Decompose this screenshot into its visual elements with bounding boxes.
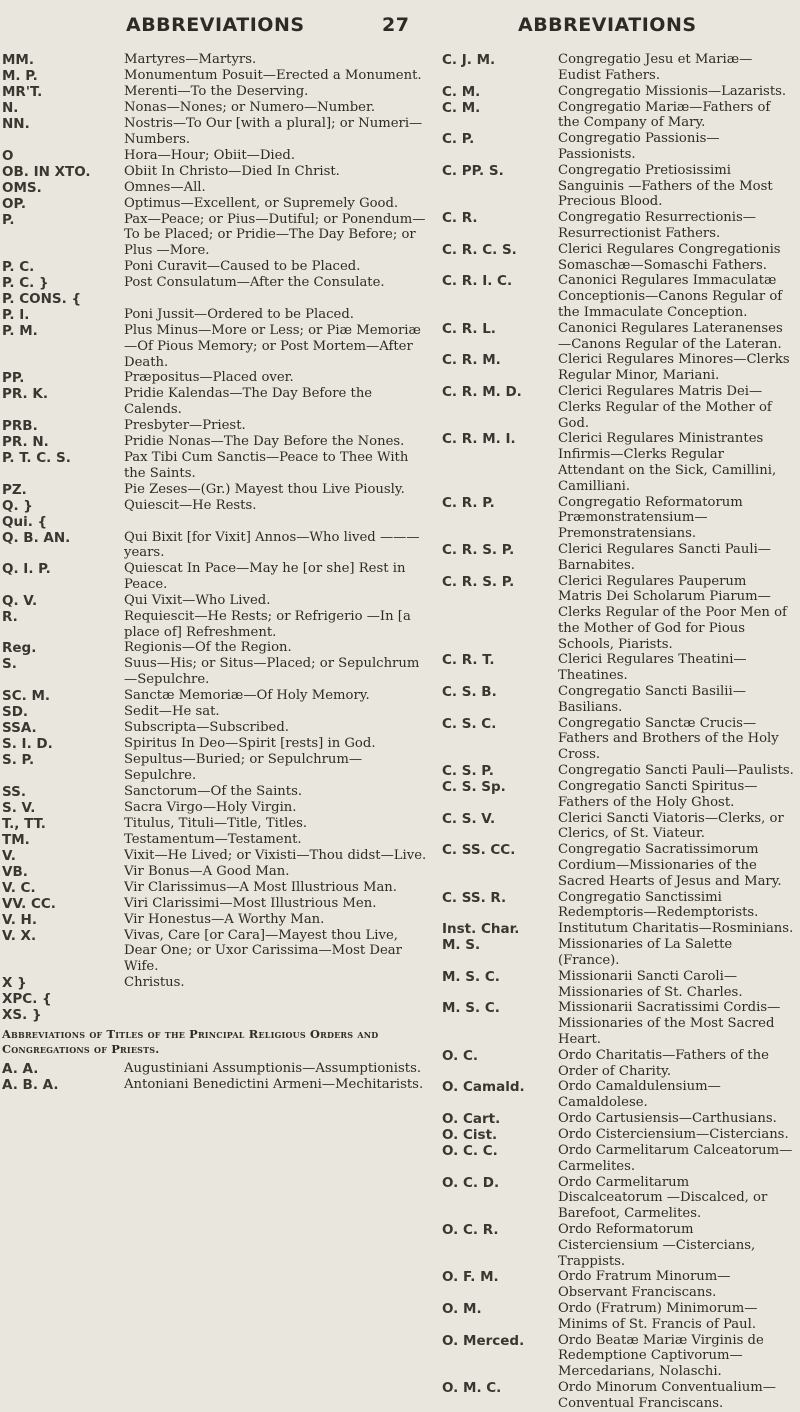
abbreviation-term: VV. CC. [2, 895, 56, 912]
abbreviation-term: PR. K. [2, 386, 48, 403]
abbreviation-term: NN. [2, 116, 30, 132]
abbreviation-entry [0, 498, 440, 530]
abbreviation-entry [0, 880, 440, 896]
abbreviation-term: PRB. [2, 417, 38, 434]
abbreviation-definition: Congregatio Missionis—Lazarists. [558, 83, 787, 99]
abbreviation-term: C. R. [442, 210, 478, 227]
abbreviation-entry [0, 116, 440, 148]
abbreviation-definition: Congregatio Sanctissimi Redemptoris—Redemptorists. [558, 889, 759, 921]
abbreviation-entry [440, 716, 800, 763]
abbreviation-term: OP. [2, 195, 27, 212]
abbreviation-entry [440, 969, 800, 1001]
abbreviation-definition: Missionaries of La Salette (France). [558, 937, 733, 969]
abbreviation-term: A. A. [2, 1060, 39, 1077]
abbreviation-term: V. [2, 847, 16, 864]
abbreviation-definition: Ordo Charitatis—Fathers of the Order of Charity. [558, 1047, 769, 1079]
abbreviation-term: C. R. S. P. [442, 573, 515, 590]
abbreviation-definition: Ordo Camaldulensium—Camaldolese. [558, 1079, 721, 1111]
abbreviation-term: C. R. I. C. [442, 273, 513, 290]
abbreviation-entry [0, 482, 440, 498]
abbreviation-term: O. M. [442, 1300, 482, 1317]
abbreviation-entry [0, 800, 440, 816]
abbreviation-definition: Sanctorum—Of the Saints. [124, 783, 303, 799]
abbreviation-term: T., TT. [2, 815, 46, 832]
abbreviation-definition: Requiescit—He Rests; or Refrigerio —In [a place of] Refreshment. [124, 608, 411, 640]
abbreviation-entry [440, 1127, 800, 1143]
abbreviation-entry [0, 259, 440, 275]
abbreviation-definition: Antoniani Benedictini Armeni—Mechitarists. [124, 1076, 424, 1092]
abbreviation-entry [440, 384, 800, 431]
abbreviation-entry [0, 593, 440, 609]
abbreviation-definition: Congregatio Sancti Basilii—Basilians. [558, 684, 746, 715]
abbreviation-term: TM. [2, 831, 30, 848]
abbreviation-entry [440, 1380, 800, 1412]
abbreviation-entry [0, 832, 440, 848]
abbreviation-term: C. R. S. P. [442, 541, 515, 558]
abbreviation-entry [0, 148, 440, 164]
abbreviation-definition: Vixit—He Lived; or Vixisti—Thou didst—Live. [124, 847, 427, 863]
abbreviation-entry [0, 784, 440, 800]
abbreviation-definition: Clerici Regulares Theatini—Theatines. [558, 652, 747, 684]
abbreviation-entry [0, 640, 440, 656]
abbreviation-term: V. X. [2, 927, 37, 944]
abbreviation-term: P. T. C. S. [2, 449, 71, 466]
abbreviation-term: C. SS. R. [442, 889, 507, 906]
abbreviation-term: A. B. A. [2, 1076, 59, 1093]
abbreviation-definition: Christus. [124, 974, 185, 990]
abbreviation-entry [440, 842, 800, 889]
abbreviation-term: C. R. T. [442, 652, 495, 669]
abbreviation-term: S. [2, 656, 17, 673]
abbreviation-entry [0, 275, 440, 307]
abbreviation-entry [0, 656, 440, 688]
abbreviation-term: VB. [2, 863, 28, 880]
abbreviation-entry [440, 937, 800, 969]
abbreviation-term: C. R. M. [442, 352, 501, 369]
right-column [440, 52, 800, 1412]
abbreviation-entry [440, 242, 800, 274]
abbreviation-entry [440, 210, 800, 242]
abbreviation-term: SSA. [2, 719, 37, 736]
abbreviation-definition: Clerici Regulares Sancti Pauli—Barnabites. [558, 541, 771, 573]
abbreviation-definition: Ordo Cartusiensis—Carthusians. [558, 1111, 777, 1126]
abbreviation-term: PP. [2, 370, 25, 387]
abbreviation-term: OB. IN XTO. [2, 163, 91, 180]
abbreviation-definition: Ordo Reformatorum Cisterciensium —Cistercians, Trappists. [558, 1221, 756, 1269]
abbreviation-entry [440, 779, 800, 811]
abbreviation-entry [0, 609, 440, 641]
abbreviation-term: C. R. L. [442, 320, 496, 337]
abbreviation-definition: Plus Minus—More or Less; or Piæ Memoriæ—Of Pious Memory; or Post Mortem—After Death. [124, 322, 421, 370]
abbreviation-definition: Ordo Carmelitarum Discalceatorum —Discalced, or Barefoot, Carmelites. [558, 1174, 768, 1222]
abbreviation-definition: Congregatio Jesu et Mariæ—Eudist Fathers. [558, 52, 753, 83]
abbreviation-term: O. M. C. [442, 1379, 502, 1396]
abbreviation-term: C. R. M. I. [442, 431, 516, 448]
abbreviation-definition: Vir Clarissimus—A Most Illustrious Man. [124, 879, 397, 895]
abbreviation-definition: Congregatio Reformatorum Præmonstratensium—Premonstratensians. [558, 494, 743, 542]
abbreviation-definition: Suus—His; or Situs—Placed; or Sepulchrum—Sepulchre. [124, 656, 420, 688]
abbreviation-term: V. C. [2, 879, 36, 896]
abbreviation-entry [0, 100, 440, 116]
abbreviation-entry [0, 530, 440, 562]
right-running-head: ABBREVIATIONS [518, 14, 697, 36]
abbreviation-definition: Poni Curavit—Caused to be Placed. [124, 258, 361, 274]
abbreviation-term: SS. [2, 783, 26, 800]
abbreviation-term: C. R. P. [442, 494, 495, 511]
abbreviation-definition: Pax Tibi Cum Sanctis—Peace to Thee With the Saints. [124, 449, 409, 481]
abbreviation-term: P. C. [2, 258, 35, 275]
abbreviation-definition: Congregatio Resurrectionis—Resurrectionist Fathers. [558, 210, 756, 241]
abbreviation-definition: Optimus—Excellent, or Supremely Good. [124, 195, 399, 211]
abbreviation-definition: Monumentum Posuit—Erected a Monument. [124, 68, 422, 83]
abbreviation-definition: Vir Bonus—A Good Man. [124, 863, 290, 879]
abbreviation-definition: Ordo Beatæ Mariæ Virginis de Redemptione Captivorum—Mercedarians, Nolaschi. [558, 1332, 764, 1380]
abbreviation-term: Reg. [2, 640, 37, 657]
abbreviation-definition: Præpositus—Placed over. [124, 370, 294, 386]
abbreviation-term: M. S. C. [442, 968, 500, 985]
abbreviation-term: PR. N. [2, 433, 49, 450]
abbreviation-entry [440, 352, 800, 384]
abbreviation-entry [0, 736, 440, 752]
abbreviation-definition: Institutum Charitatis—Rosminians. [558, 921, 794, 937]
abbreviation-entry [0, 864, 440, 880]
abbreviation-definition: Hora—Hour; Obiit—Died. [124, 147, 296, 163]
abbreviation-term: C. P. [442, 131, 475, 148]
abbreviation-definition: Sepultus—Buried; or Sepulchrum—Sepulchre. [124, 751, 363, 783]
abbreviation-entry [0, 68, 440, 84]
abbreviation-definition: Martyres—Martyrs. [124, 52, 257, 67]
abbreviation-definition: Ordo Cisterciensium—Cistercians. [558, 1127, 789, 1142]
abbreviation-term: C. R. C. S. [442, 241, 517, 258]
section-heading: Abbreviations of Titles of the Principal Religious Orders and Congregations of Priests. [2, 1026, 379, 1056]
abbreviation-term: O. Cist. [442, 1127, 498, 1143]
abbreviation-entry [0, 84, 440, 100]
abbreviation-term: C. M. [442, 99, 481, 116]
abbreviation-entry [0, 212, 440, 259]
abbreviation-entry [440, 652, 800, 684]
abbreviation-entry [440, 921, 800, 937]
abbreviation-definition: Post Consulatum—After the Consulate. [124, 274, 385, 290]
abbreviation-term: V. H. [2, 911, 37, 928]
abbreviation-entry [0, 848, 440, 864]
abbreviation-definition: Canonici Regulares Lateranenses—Canons Regular of the Lateran. [558, 320, 783, 352]
abbreviation-entry [0, 688, 440, 704]
abbreviation-term: M. P. [2, 68, 38, 84]
abbreviation-definition: Clerici Regulares Pauperum Matris Dei Scholarum Piarum—Clerks Regular of the Poor Men of the Mother of God for Pious Schools, Piarists. [558, 573, 787, 652]
abbreviation-definition: Vivas, Care [or Cara]—Mayest thou Live, Dear One; or Uxor Carissima—Most Dear Wife. [124, 927, 402, 975]
abbreviation-entry [440, 163, 800, 210]
abbreviation-term: C. PP. S. [442, 162, 504, 179]
abbreviation-entry [440, 1000, 800, 1047]
abbreviation-definition: Poni Jussit—Ordered to be Placed. [124, 306, 354, 322]
abbreviation-definition: Spiritus In Deo—Spirit [rests] in God. [124, 735, 376, 751]
abbreviation-entry [440, 1079, 800, 1111]
page-number: 27 [382, 14, 410, 36]
abbreviation-entry [440, 131, 800, 163]
abbreviation-term: C. S. P. [442, 763, 494, 780]
abbreviation-entry [0, 52, 440, 68]
abbreviation-definition: Quiescit—He Rests. [124, 497, 257, 513]
abbreviation-entry [0, 180, 440, 196]
abbreviation-entry [0, 928, 440, 975]
abbreviation-entry [440, 1143, 800, 1175]
abbreviation-definition: Ordo Minorum Conventualium—Conventual Franciscans. [558, 1379, 776, 1411]
abbreviation-term: X } XPC. { XS. } [2, 974, 52, 1023]
abbreviation-term: P. I. [2, 306, 30, 323]
abbreviation-term: O. Merced. [442, 1332, 525, 1349]
abbreviation-definition: Regionis—Of the Region. [124, 640, 292, 656]
abbreviation-term: Inst. Char. [442, 921, 520, 938]
abbreviation-entry [440, 100, 800, 132]
abbreviation-term: Q. B. AN. [2, 529, 71, 546]
abbreviation-term: R. [2, 608, 18, 625]
abbreviation-entry [440, 1301, 800, 1333]
abbreviation-entry [440, 763, 800, 779]
abbreviation-entry [440, 1269, 800, 1301]
abbreviation-term: C. S. B. [442, 684, 497, 701]
abbreviation-term: S. V. [2, 799, 36, 816]
abbreviation-entry [440, 495, 800, 542]
abbreviation-term: O. F. M. [442, 1269, 499, 1286]
abbreviation-entry [440, 52, 800, 84]
abbreviation-definition: Clerici Sancti Viatoris—Clerks, or Clerics, of St. Viateur. [558, 810, 784, 842]
abbreviation-entry [440, 273, 800, 320]
abbreviation-term: O. C. R. [442, 1221, 499, 1238]
abbreviation-definition: Subscripta—Subscribed. [124, 719, 289, 735]
abbreviation-entry [0, 370, 440, 386]
abbreviation-entry [0, 164, 440, 180]
abbreviation-definition: Qui Vixit—Who Lived. [124, 592, 271, 608]
abbreviation-definition: Pridie Nonas—The Day Before the Nones. [124, 433, 405, 449]
abbreviation-term: N. [2, 100, 19, 116]
abbreviation-term: PZ. [2, 481, 27, 498]
abbreviation-entry [0, 434, 440, 450]
abbreviation-entry [0, 418, 440, 434]
abbreviation-definition: Presbyter—Priest. [124, 417, 246, 433]
abbreviation-term: O. C. C. [442, 1143, 498, 1159]
abbreviation-term: S. P. [2, 751, 35, 768]
abbreviation-entry [440, 684, 800, 716]
abbreviation-entry [0, 386, 440, 418]
abbreviation-term: C. J. M. [442, 52, 496, 68]
abbreviation-entry [0, 561, 440, 593]
abbreviation-entry [0, 450, 440, 482]
abbreviation-term: C. S. Sp. [442, 779, 506, 796]
abbreviation-term: O. Cart. [442, 1111, 501, 1127]
abbreviation-entry [440, 1111, 800, 1127]
abbreviation-definition: Obiit In Christo—Died In Christ. [124, 163, 340, 179]
abbreviation-entry [0, 1061, 440, 1077]
abbreviation-term: Q. I. P. [2, 561, 51, 578]
abbreviation-definition: Clerici Regulares Matris Dei—Clerks Regular of the Mother of God. [558, 383, 772, 431]
abbreviation-term: OMS. [2, 179, 42, 196]
abbreviation-entry [440, 1175, 800, 1222]
abbreviation-definition: Nostris—To Our [with a plural]; or Numeri—Numbers. [124, 116, 423, 147]
abbreviation-entry [440, 890, 800, 922]
abbreviation-definition: Congregatio Passionis—Passionists. [558, 131, 720, 162]
abbreviation-definition: Ordo Carmelitarum Calceatorum—Carmelites. [558, 1143, 793, 1174]
abbreviation-definition: Congregatio Sancti Spiritus—Fathers of the Holy Ghost. [558, 779, 758, 810]
abbreviation-term: C. R. M. D. [442, 383, 522, 400]
abbreviation-term: M. S. C. [442, 1000, 500, 1017]
abbreviation-definition: Clerici Regulares Minores—Clerks Regular Minor, Mariani. [558, 352, 790, 384]
abbreviation-definition: Vir Honestus—A Worthy Man. [124, 911, 325, 927]
abbreviation-term: C. SS. CC. [442, 842, 516, 859]
abbreviation-term: SD. [2, 703, 29, 720]
abbreviation-term: O [2, 147, 14, 164]
abbreviation-definition: Canonici Regulares Immaculatæ Conceptionis—Canons Regular of the Immaculate Conception. [558, 273, 783, 320]
abbreviation-entry [0, 975, 440, 1023]
abbreviation-entry [440, 84, 800, 100]
abbreviation-definition: Congregatio Pretiosissimi Sanguinis —Fathers of the Most Precious Blood. [558, 162, 773, 210]
abbreviation-definition: Omnes—All. [124, 179, 206, 195]
abbreviation-definition: Pridie Kalendas—The Day Before the Calends. [124, 386, 373, 418]
abbreviation-definition: Ordo (Fratrum) Minimorum—Minims of St. Francis of Paul. [558, 1300, 758, 1332]
abbreviation-term: MM. [2, 52, 34, 68]
abbreviation-definition: Missionarii Sacratissimi Cordis—Missionaries of the Most Sacred Heart. [558, 1000, 781, 1048]
abbreviation-definition: Testamentum—Testament. [124, 831, 302, 847]
abbreviation-entry [440, 1222, 800, 1269]
abbreviation-term: MR'T. [2, 84, 43, 100]
abbreviation-definition: Clerici Regulares Ministrantes Infirmis—Clerks Regular Attendant on the Sick, Camillini, Camilliani. [558, 431, 777, 494]
abbreviation-term: P. [2, 211, 15, 228]
abbreviation-entry [440, 321, 800, 353]
abbreviation-entry [0, 196, 440, 212]
abbreviation-term: O. Camald. [442, 1079, 525, 1096]
abbreviation-definition: Ordo Fratrum Minorum—Observant Franciscans. [558, 1269, 731, 1301]
abbreviation-term: O. C. [442, 1047, 479, 1064]
abbreviation-definition: Sacra Virgo—Holy Virgin. [124, 799, 297, 815]
left-running-head: ABBREVIATIONS [126, 14, 305, 36]
abbreviation-definition: Qui Bixit [for Vixit] Annos—Who lived ——— years. [124, 529, 420, 561]
left-column [0, 52, 440, 1093]
abbreviation-term: C. S. V. [442, 810, 496, 827]
abbreviation-term: SC. M. [2, 687, 51, 704]
abbreviation-term: C. S. C. [442, 715, 497, 732]
abbreviation-definition: Nonas—Nones; or Numero—Number. [124, 100, 376, 115]
abbreviation-definition: Viri Clarissimi—Most Illustrious Men. [124, 895, 377, 911]
abbreviation-term: O. C. D. [442, 1174, 500, 1191]
abbreviation-definition: Pax—Peace; or Pius—Dutiful; or Ponendum—To be Placed; or Pridie—The Day Before; or Plus —More. [124, 211, 426, 259]
abbreviation-definition: Congregatio Sacratissimorum Cordium—Missionaries of the Sacred Hearts of Jesus and Mary. [558, 842, 782, 889]
abbreviation-entry [440, 811, 800, 843]
abbreviation-definition: Augustiniani Assumptionis—Assumptionists. [124, 1060, 422, 1076]
abbreviation-entry [0, 816, 440, 832]
abbreviation-definition: Quiescat In Pace—May he [or she] Rest in Peace. [124, 561, 406, 592]
abbreviation-term: C. M. [442, 83, 481, 100]
abbreviation-term: S. I. D. [2, 735, 53, 752]
abbreviation-term: P. M. [2, 322, 38, 339]
abbreviation-definition: Sanctæ Memoriæ—Of Holy Memory. [124, 687, 370, 703]
abbreviation-entry [0, 896, 440, 912]
abbreviation-entry [0, 1077, 440, 1093]
abbreviation-term: M. S. [442, 937, 481, 954]
abbreviation-entry [0, 720, 440, 736]
abbreviation-entry [440, 542, 800, 574]
abbreviation-entry [0, 752, 440, 784]
abbreviation-definition: Merenti—To the Deserving. [124, 84, 309, 99]
abbreviation-entry [0, 323, 440, 370]
abbreviation-definition: Congregatio Mariæ—Fathers of the Company of Mary. [558, 99, 771, 131]
abbreviation-term: Q. V. [2, 592, 38, 609]
abbreviation-entry [0, 704, 440, 720]
abbreviation-definition: Clerici Regulares Congregationis Somaschæ—Somaschi Fathers. [558, 241, 781, 273]
abbreviation-definition: Sedit—He sat. [124, 703, 220, 719]
abbreviation-definition: Pie Zeses—(Gr.) Mayest thou Live Piously. [124, 481, 405, 497]
abbreviation-term: P. C. } P. CONS. { [2, 274, 82, 307]
abbreviation-definition: Congregatio Sancti Pauli—Paulists. [558, 763, 794, 779]
abbreviation-entry [440, 1333, 800, 1380]
abbreviation-term: Q. } Qui. { [2, 497, 48, 530]
abbreviation-entry [0, 307, 440, 323]
abbreviation-entry [440, 431, 800, 494]
abbreviation-entry [0, 912, 440, 928]
abbreviation-definition: Titulus, Tituli—Title, Titles. [124, 815, 308, 831]
abbreviation-entry [440, 1048, 800, 1080]
abbreviation-definition: Congregatio Sanctæ Crucis—Fathers and Brothers of the Holy Cross. [558, 715, 779, 763]
abbreviation-entry [440, 574, 800, 653]
abbreviation-definition: Missionarii Sancti Caroli—Missionaries of St. Charles. [558, 968, 743, 1000]
